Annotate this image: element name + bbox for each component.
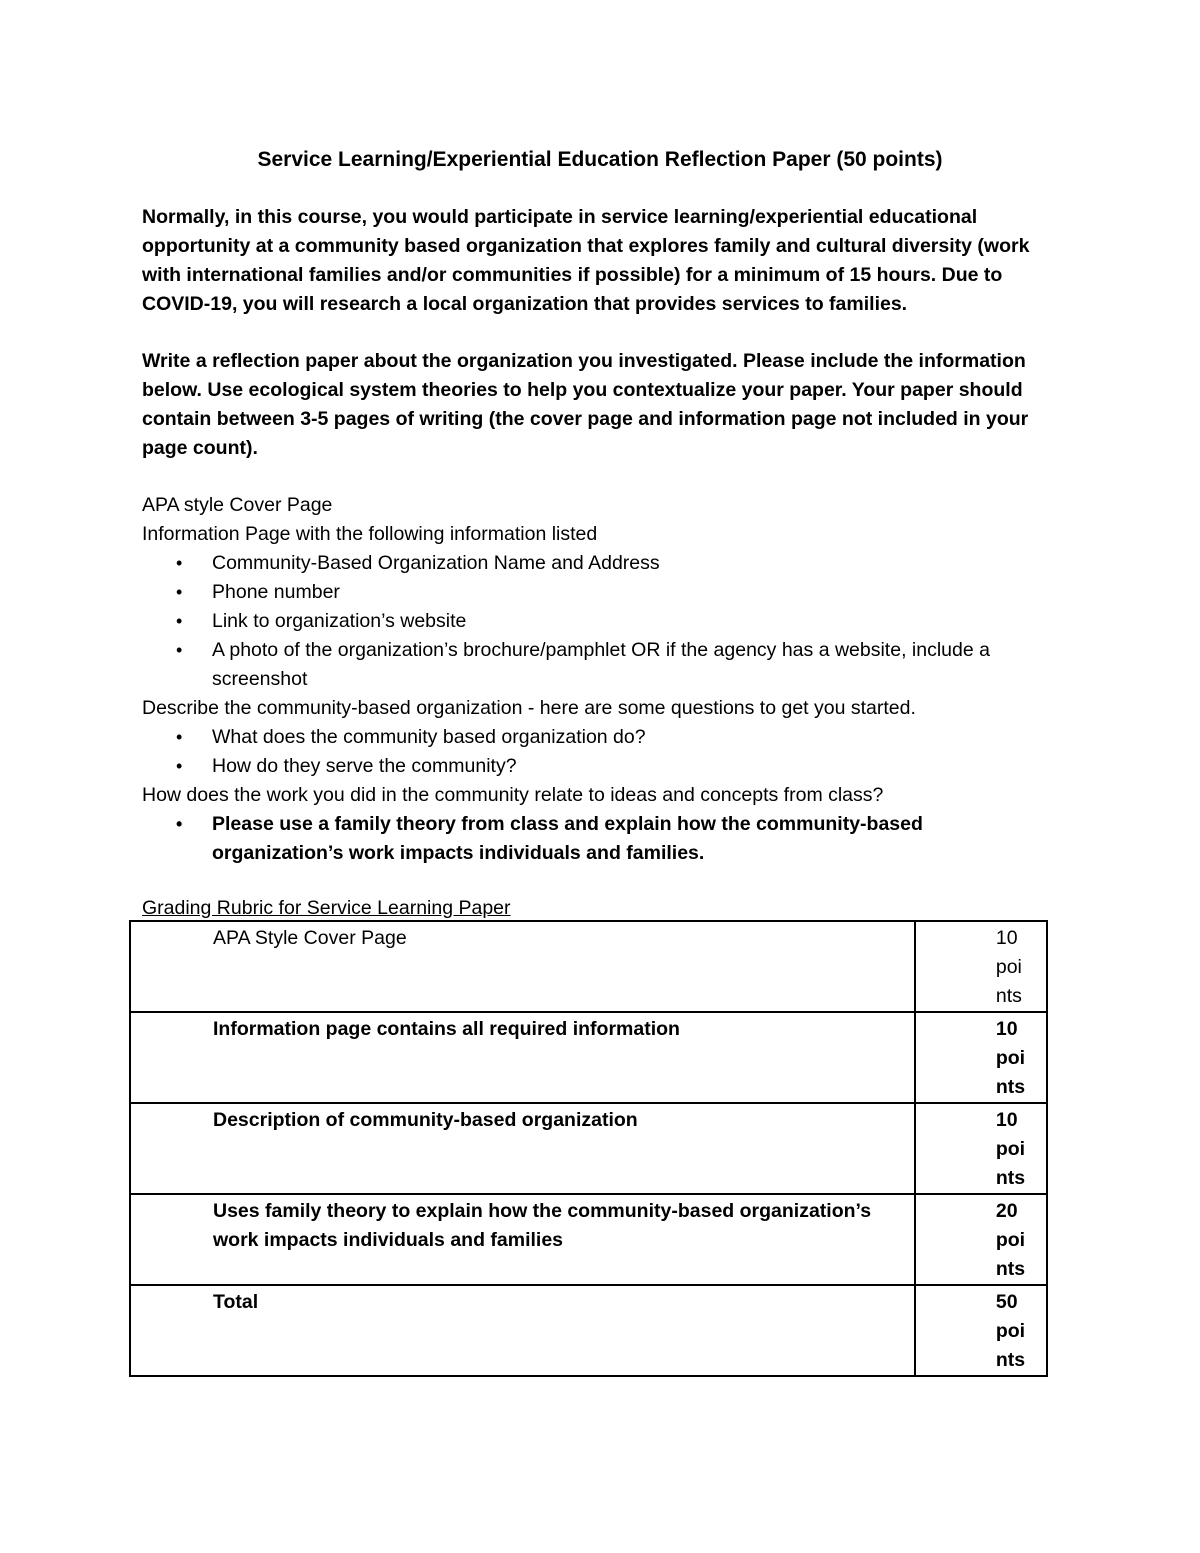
bullet-icon: • (176, 640, 183, 660)
rubric-criterion: APA Style Cover Page (130, 921, 915, 1012)
table-row (130, 1285, 1047, 1376)
rubric-table (129, 920, 1048, 1377)
rubric-points: 20 points (995, 1200, 1026, 1280)
bullet-icon: • (176, 756, 183, 776)
requirements-list (142, 491, 1072, 868)
bullet-icon: • (176, 553, 183, 573)
rubric-criterion: Uses family theory to explain how the community-based organization’s work impacts individuals and families (130, 1194, 915, 1285)
intro-emphasis: minimum of 15 hours (733, 264, 931, 286)
list-item: • Phone number (142, 578, 1072, 607)
intro-text-start: Normally, in this course, you would participate in service learning/experiential educational opportunity at a community based organization that explores family and cultural diversity (work with international families and/or communities if possible) for a (142, 206, 1030, 286)
bullet-icon: • (176, 814, 183, 834)
relate-heading: How does the work you did in the community relate to ideas and concepts from class? (142, 784, 884, 806)
info-page-heading: Information Page with the following information listed (142, 523, 598, 545)
list-item: • Community-Based Organization Name and Address (142, 549, 1072, 578)
list-item: • A photo of the organization’s brochure/pamphlet OR if the agency has a website, include a screenshot (142, 636, 1072, 694)
bullet-icon: • (176, 611, 183, 631)
table-row (130, 1194, 1047, 1285)
list-item: • What does the community based organization do? (142, 723, 1072, 752)
intro-text-end: . Due to COVID-19, you will research a local organization that provides services to families. (142, 264, 1003, 315)
page-title: Service Learning/Experiential Education Reflection Paper (50 points) (257, 148, 943, 171)
table-row (130, 921, 1047, 1012)
rubric-heading: Grading Rubric for Service Learning Paper (142, 897, 511, 919)
rubric-points: 10 points (995, 1018, 1026, 1098)
describe-heading: Describe the community-based organization - here are some questions to get you started. (142, 697, 916, 719)
table-row (130, 1103, 1047, 1194)
table-row (130, 1012, 1047, 1103)
rubric-criterion: Information page contains all required information (130, 1012, 915, 1103)
list-item: • Link to organization’s website (142, 607, 1072, 636)
rubric-points: 50 points (995, 1291, 1026, 1371)
reflection-paragraph: Write a reflection paper about the organization you investigated. Please include the information below. Use ecological system theories to help you contextualize your paper. Your paper should contain between 3-5 pages of writing (the cover page and information page not included in your page count). (142, 350, 1029, 459)
list-item: • Please use a family theory from class and explain how the community-based organization’s work impacts individuals and families. (142, 810, 1012, 868)
bullet-icon: • (176, 727, 183, 747)
intro-paragraph (142, 203, 1072, 319)
rubric-points: 10 points (995, 1109, 1026, 1189)
cover-page-requirement: APA style Cover Page (142, 494, 333, 516)
rubric-criterion: Total (130, 1285, 915, 1376)
bullet-icon: • (176, 582, 183, 602)
rubric-points: 10 points (995, 927, 1022, 1007)
list-item: • How do they serve the community? (142, 752, 1072, 781)
rubric-criterion: Description of community-based organization (130, 1103, 915, 1194)
